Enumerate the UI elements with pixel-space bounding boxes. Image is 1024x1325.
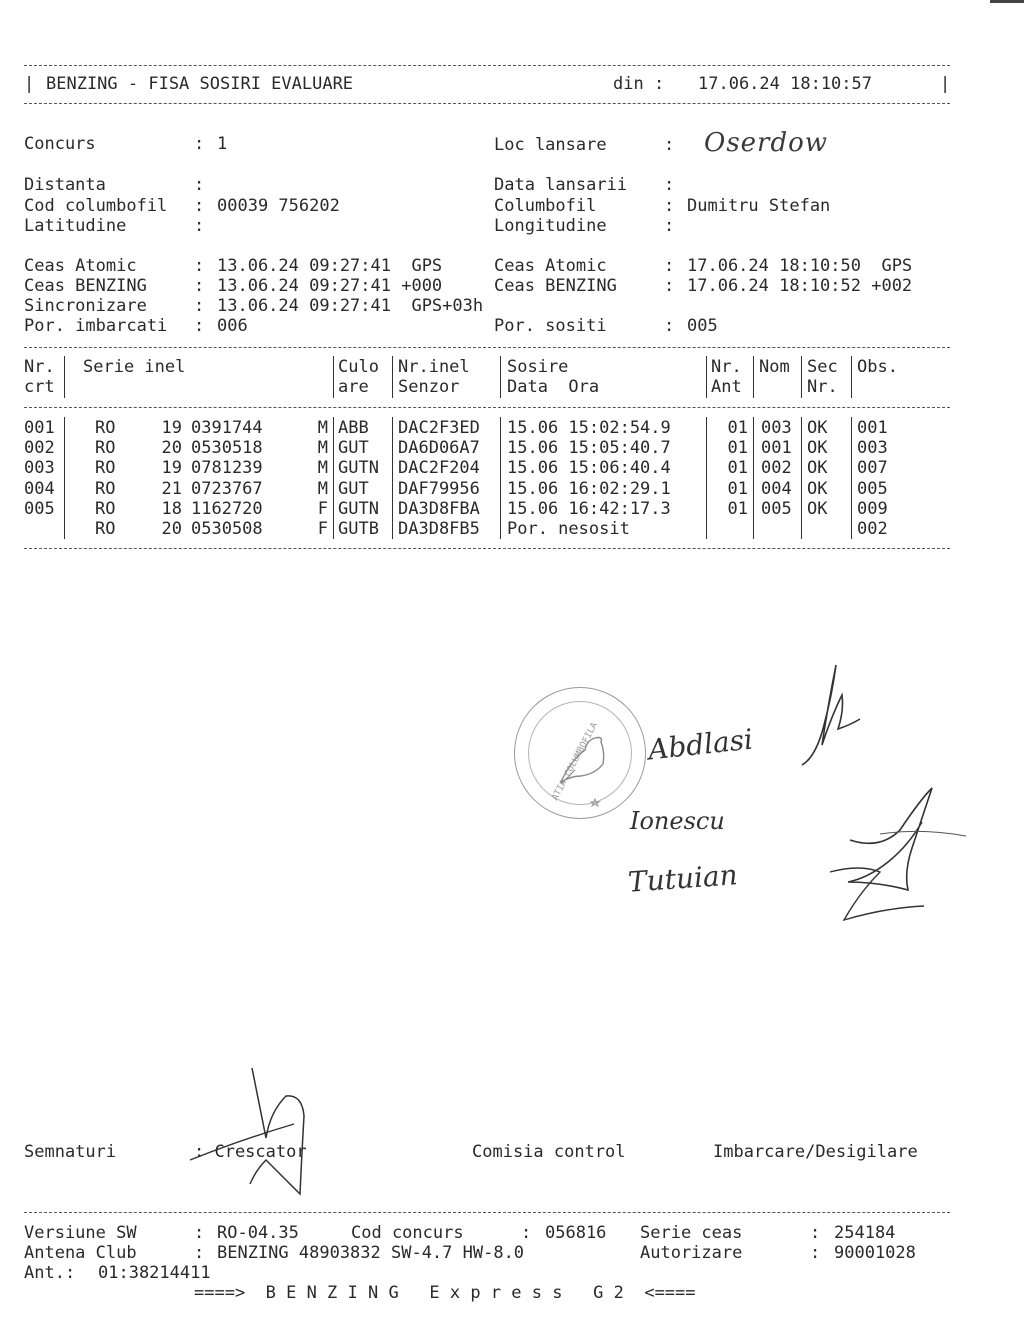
antena-value: BENZING 48903832 SW-4.7 HW-8.0	[217, 1243, 525, 1263]
sync-value: 13.06.24 09:27:41 GPS+03h	[217, 296, 484, 316]
cell-obs: 005	[857, 478, 888, 499]
th-senzor: Nr.inel	[398, 357, 470, 377]
cell-senzor: DA3D8FBA	[398, 498, 480, 519]
cell-tara: RO	[95, 498, 116, 519]
cell-sec: OK	[807, 478, 828, 499]
cell-sex: M	[317, 458, 328, 479]
cod-concurs-colon: :	[521, 1223, 532, 1243]
header-right-bar: |	[940, 74, 951, 94]
cell-sosire: Por. nesosit	[507, 519, 630, 539]
cod-columbofil-label: Cod columbofil	[24, 196, 168, 216]
cod-columbofil-colon: :	[194, 196, 205, 216]
header-date-value: 17.06.24 18:10:57	[698, 74, 872, 94]
right-benzing-label: Ceas BENZING	[494, 276, 617, 296]
loc-lansare-label: Loc lansare	[494, 135, 607, 155]
crescator-label: : Crescator	[194, 1142, 307, 1162]
cell-obs: 007	[857, 458, 888, 479]
cell-obs: 001	[857, 418, 888, 438]
th-nr: Nr.	[24, 357, 55, 377]
cell-ant: 01	[727, 418, 748, 438]
footer-rule	[24, 1212, 950, 1213]
cell-nr: 003	[24, 458, 55, 479]
autorizare-value: 90001028	[834, 1243, 916, 1263]
cell-senzor: DA6D06A7	[398, 438, 480, 459]
cell-ant: 01	[727, 438, 748, 459]
cell-ant: 01	[727, 478, 748, 499]
ant-label: Ant.:	[24, 1263, 76, 1283]
right-atomic-colon: :	[664, 256, 675, 276]
distanta-colon: :	[194, 175, 205, 195]
left-atomic-label: Ceas Atomic	[24, 256, 137, 276]
th-nr-2: crt	[24, 377, 55, 397]
cell-sex: M	[317, 438, 328, 459]
loc-lansare-colon: :	[664, 135, 675, 155]
cell-culoare: GUTB	[338, 519, 379, 539]
concurs-value: 1	[217, 134, 228, 154]
loc-lansare-value: Oserdow	[704, 128, 829, 158]
concurs-colon: :	[194, 134, 205, 154]
data-lansarii-label: Data lansarii	[494, 175, 628, 195]
th-senzor-2: Senzor	[398, 377, 460, 397]
cod-concurs-value: 056816	[545, 1223, 607, 1243]
cell-sosire: 15.06 16:42:17.3	[507, 498, 671, 519]
right-atomic-value: 17.06.24 18:10:50 GPS	[687, 256, 913, 276]
th-sosire: Sosire	[507, 357, 569, 377]
th-culoare: Culo	[338, 357, 379, 377]
cell-culoare: GUT	[338, 438, 369, 459]
cell-sex: M	[317, 478, 328, 499]
cell-obs: 002	[857, 519, 888, 539]
latitudine-colon: :	[194, 216, 205, 236]
cell-senzor: DAC2F3ED	[398, 418, 480, 438]
cell-sec: OK	[807, 438, 828, 459]
th-sec: Sec	[807, 357, 838, 377]
th-obs: Obs.	[857, 357, 898, 377]
cell-tara: RO	[95, 458, 116, 479]
cell-nom: 004	[761, 478, 792, 499]
header-date-label: din :	[613, 74, 665, 94]
ant-value: 01:38214411	[98, 1263, 211, 1283]
handwritten-signature-1: Abdlasi	[646, 722, 755, 767]
th-ant-2: Ant	[711, 377, 742, 397]
autorizare-label: Autorizare	[640, 1243, 743, 1263]
cell-inel: 1162720	[191, 498, 263, 519]
handwritten-signature-3: Tutuian	[626, 858, 739, 899]
columbofil-label: Columbofil	[494, 196, 597, 216]
latitudine-label: Latitudine	[24, 216, 127, 236]
cell-an: 18	[161, 498, 182, 519]
autorizare-colon: :	[810, 1243, 821, 1263]
cell-tara: RO	[95, 418, 116, 438]
cod-columbofil-value: 00039 756202	[217, 196, 340, 216]
th-nom: Nom	[759, 357, 790, 377]
imbarcati-value: 006	[217, 316, 248, 336]
th-sec-2: Nr.	[807, 377, 838, 397]
cell-nom: 005	[761, 498, 792, 519]
cell-culoare: ABB	[338, 418, 369, 438]
cell-sosire: 15.06 15:06:40.4	[507, 458, 671, 479]
stamp-text: ATIA COLUMBOFILA	[550, 721, 600, 803]
serie-ceas-value: 254184	[834, 1223, 896, 1243]
cell-ant: 01	[727, 498, 748, 519]
cell-senzor: DAC2F204	[398, 458, 480, 479]
left-atomic-colon: :	[194, 256, 205, 276]
antena-label: Antena Club	[24, 1243, 137, 1263]
cell-inel: 0781239	[191, 458, 263, 479]
left-benzing-label: Ceas BENZING	[24, 276, 147, 296]
left-atomic-value: 13.06.24 09:27:41 GPS	[217, 256, 443, 276]
cell-tara: RO	[95, 478, 116, 499]
handwritten-signature-2: Ionescu	[630, 807, 725, 835]
th-sosire-2: Data Ora	[507, 377, 600, 397]
cell-an: 19	[161, 458, 182, 479]
cell-an: 20	[161, 438, 182, 459]
th-serie: Serie inel	[83, 357, 186, 377]
page-title: BENZING - FISA SOSIRI EVALUARE	[46, 74, 354, 94]
cell-culoare: GUT	[338, 478, 369, 499]
longitudine-colon: :	[664, 216, 675, 236]
columbofil-colon: :	[664, 196, 675, 216]
right-benzing-value: 17.06.24 18:10:52 +002	[687, 276, 913, 296]
cod-concurs-label: Cod concurs	[351, 1223, 464, 1243]
serie-ceas-colon: :	[810, 1223, 821, 1243]
header-left-bar: |	[24, 74, 35, 94]
imbarcati-label: Por. imbarcati	[24, 316, 168, 336]
cell-sec: OK	[807, 458, 828, 479]
cell-tara: RO	[95, 438, 116, 459]
cell-an: 20	[161, 519, 182, 539]
sositi-label: Por. sositi	[494, 316, 607, 336]
cell-senzor: DA3D8FB5	[398, 519, 480, 539]
signatures-label: Semnaturi	[24, 1142, 117, 1162]
columbofil-value: Dumitru Stefan	[687, 196, 831, 216]
left-benzing-value: 13.06.24 09:27:41 +000	[217, 276, 443, 296]
cell-nr: 004	[24, 478, 55, 499]
cell-tara: RO	[95, 519, 116, 539]
data-lansarii-colon: :	[664, 175, 675, 195]
sync-label: Sincronizare	[24, 296, 147, 316]
cell-culoare: GUTN	[338, 458, 379, 479]
th-culoare-2: are	[338, 377, 369, 397]
th-ant: Nr.	[711, 357, 742, 377]
cell-an: 21	[161, 478, 182, 499]
cell-nom: 001	[761, 438, 792, 459]
cell-an: 19	[161, 418, 182, 438]
cell-nr: 001	[24, 418, 55, 438]
cell-sosire: 15.06 15:05:40.7	[507, 438, 671, 459]
cell-sosire: 15.06 16:02:29.1	[507, 478, 671, 499]
cell-ant: 01	[727, 458, 748, 479]
cell-obs: 003	[857, 438, 888, 459]
imbarcati-colon: :	[194, 316, 205, 336]
cell-sex: M	[317, 418, 328, 438]
concurs-label: Concurs	[24, 134, 96, 154]
cell-nr: 002	[24, 438, 55, 459]
versiune-value: RO-04.35	[217, 1223, 299, 1243]
cell-sosire: 15.06 15:02:54.9	[507, 418, 671, 438]
antena-colon: :	[194, 1243, 205, 1263]
sositi-value: 005	[687, 316, 718, 336]
cell-nr: 005	[24, 498, 55, 519]
cell-sec: OK	[807, 418, 828, 438]
cell-inel: 0530508	[191, 519, 263, 539]
right-atomic-label: Ceas Atomic	[494, 256, 607, 276]
footer-banner: ====> B E N Z I N G E x p r e s s G 2 <====	[194, 1283, 696, 1303]
cell-sec: OK	[807, 498, 828, 519]
comisia-label: Comisia control	[472, 1142, 626, 1162]
imbarcare-label: Imbarcare/Desigilare	[713, 1142, 918, 1162]
distanta-label: Distanta	[24, 175, 106, 195]
right-benzing-colon: :	[664, 276, 675, 296]
versiune-colon: :	[194, 1223, 205, 1243]
sync-colon: :	[194, 296, 205, 316]
versiune-label: Versiune SW	[24, 1223, 137, 1243]
cell-sex: F	[317, 519, 328, 539]
cell-inel: 0723767	[191, 478, 263, 499]
cell-senzor: DAF79956	[398, 478, 480, 499]
cell-inel: 0391744	[191, 418, 263, 438]
serie-ceas-label: Serie ceas	[640, 1223, 743, 1243]
left-benzing-colon: :	[194, 276, 205, 296]
sositi-colon: :	[664, 316, 675, 336]
cell-sex: F	[317, 498, 328, 519]
cell-obs: 009	[857, 498, 888, 519]
longitudine-label: Longitudine	[494, 216, 607, 236]
cell-nom: 002	[761, 458, 792, 479]
cell-nom: 003	[761, 418, 792, 438]
cell-culoare: GUTN	[338, 498, 379, 519]
cell-inel: 0530518	[191, 438, 263, 459]
